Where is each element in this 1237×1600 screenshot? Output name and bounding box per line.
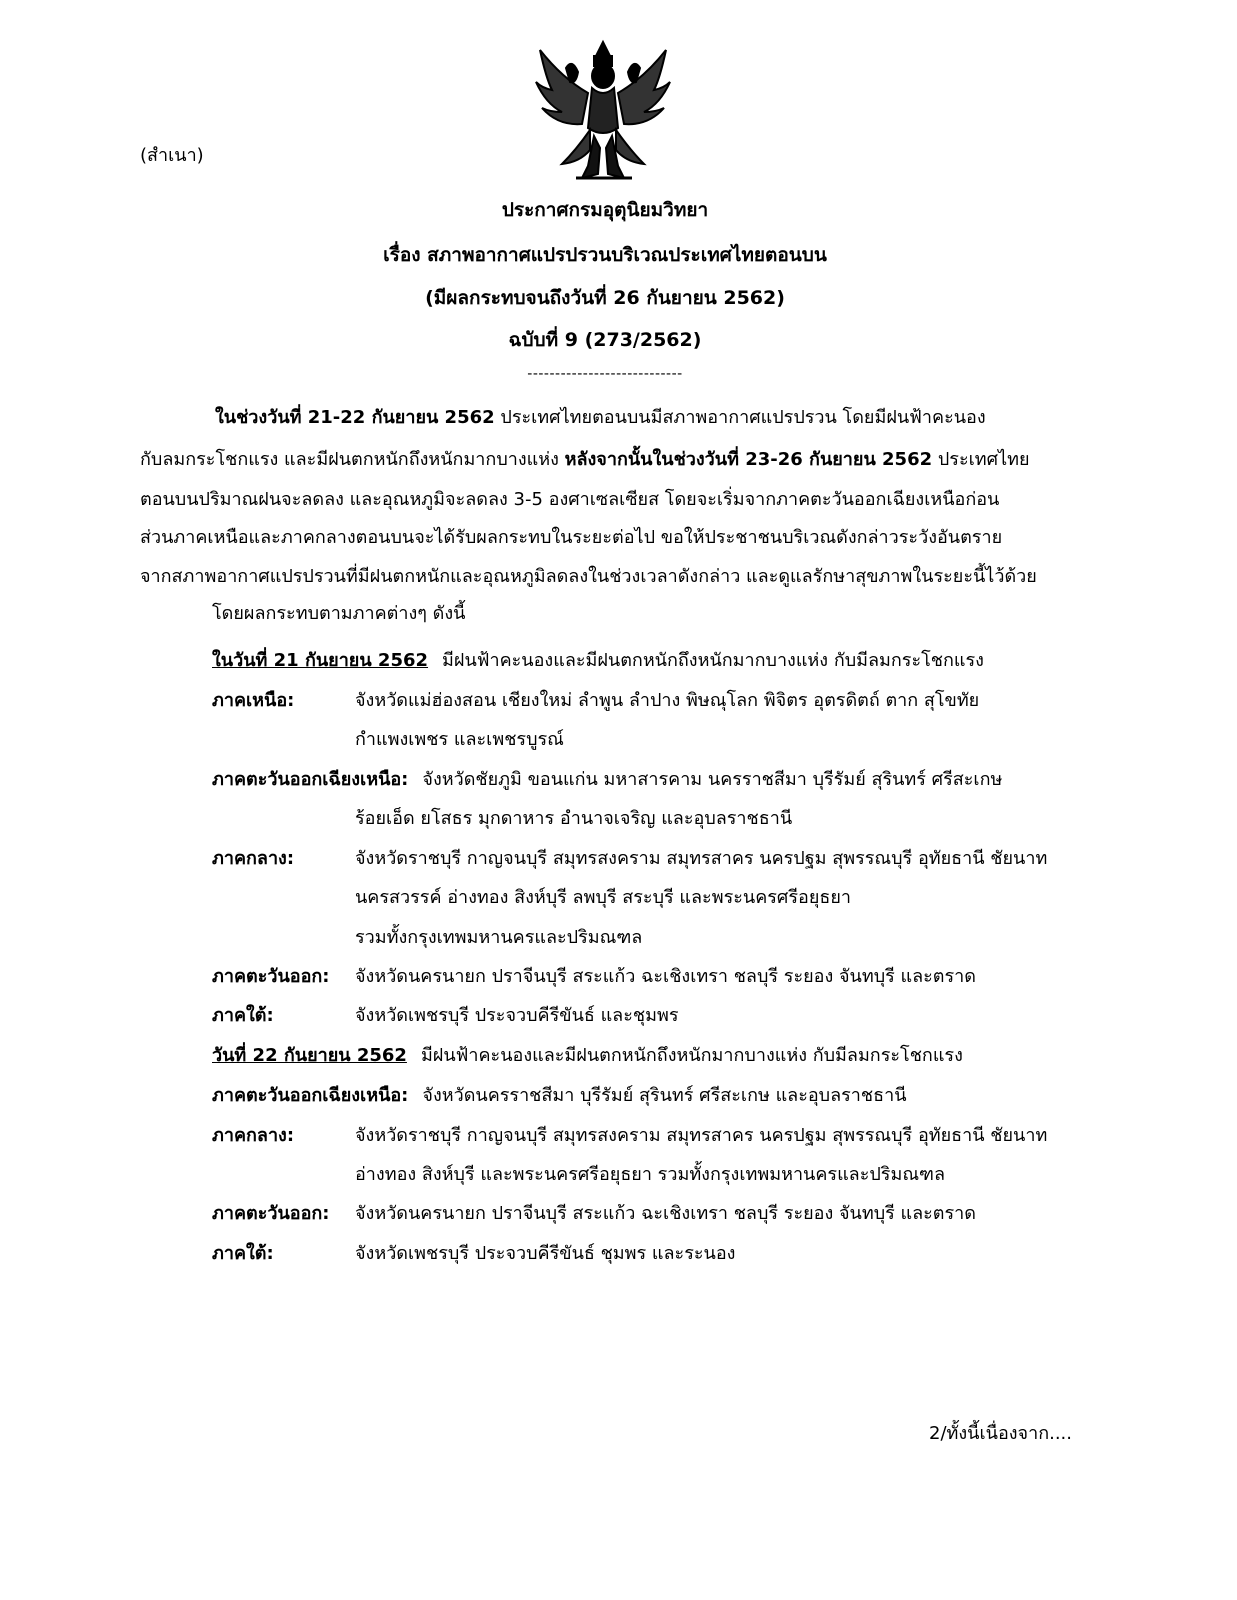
announcement-title: ประกาศกรมอุตุนิยมวิทยา <box>501 199 709 221</box>
region-label: ภาคกลาง: <box>212 848 295 869</box>
region-provinces: จังหวัดชัยภูมิ ขอนแก่น มหาสารคาม นครราชสีมา บุรีรัมย์ สุรินทร์ ศรีสะเกษ <box>422 769 1003 790</box>
body-text: ประเทศไทยตอนบนมีสภาพอากาศแปรปรวน โดยมีฝนฟ้าคะนอง <box>494 407 986 428</box>
day2-summary: มีฝนฟ้าคะนองและมีฝนตกหนักถึงหนักมากบางแห่ง กับมีลมกระโชกแรง <box>420 1045 963 1066</box>
day1-south <box>212 1000 679 1029</box>
region-label: ภาคกลาง: <box>212 1125 295 1146</box>
body-text: กับลมกระโชกแรง และมีฝนตกหนักถึงหนักมากบางแห่ง <box>140 449 565 470</box>
day2-east <box>212 1198 976 1227</box>
region-provinces: จังหวัดนครนายก ปราจีนบุรี สระแก้ว ฉะเชิงเทรา ชลบุรี ระยอง จันทบุรี และตราด <box>355 1203 976 1224</box>
region-label: ภาคตะวันออกเฉียงเหนือ: <box>212 1085 409 1106</box>
region-provinces-continued: กำแพงเพชร และเพชรบูรณ์ <box>355 729 564 750</box>
body-paragraph-line: จากสภาพอากาศแปรปรวนที่มีฝนตกหนักและอุณหภูมิลดลงในช่วงเวลาดังกล่าว และดูแลรักษาสุขภาพในระยะนี้ไว้ด้วย <box>140 566 1037 587</box>
day2-central <box>212 1120 1047 1149</box>
region-label: ภาคใต้: <box>212 1243 274 1264</box>
region-provinces: จังหวัดเพชรบุรี ประจวบคีรีขันธ์ และชุมพร <box>355 1005 679 1026</box>
region-provinces: จังหวัดราชบุรี กาญจนบุรี สมุทรสงคราม สมุทรสาคร นครปฐม สุพรรณบุรี อุทัยธานี ชัยนาท <box>355 848 1048 869</box>
body-paragraph-line <box>140 440 1075 480</box>
period-1-highlight: ในช่วงวันที่ 21-22 กันยายน 2562 <box>215 407 495 428</box>
region-label: ภาคตะวันออก: <box>212 1203 330 1224</box>
day1-date: ในวันที่ 21 กันยายน 2562 <box>212 650 429 671</box>
day1-east <box>212 961 976 990</box>
announcement-number: ฉบับที่ 9 (273/2562) <box>508 329 702 351</box>
body-text: ประเทศไทย <box>932 449 1030 470</box>
region-label: ภาคใต้: <box>212 1005 274 1026</box>
region-provinces: จังหวัดนครราชสีมา บุรีรัมย์ สุรินทร์ ศรีสะเกษ และอุบลราชธานี <box>422 1085 907 1106</box>
region-label: ภาคเหนือ: <box>212 690 295 711</box>
body-paragraph-line <box>140 398 1075 438</box>
day1-north <box>212 685 979 714</box>
announcement-subject: เรื่อง สภาพอากาศแปรปรวนบริเวณประเทศไทยตอนบน <box>383 244 827 266</box>
title-divider: ---------------------------- <box>527 366 683 382</box>
region-provinces-continued: ร้อยเอ็ด ยโสธร มุกดาหาร อำนาจเจริญ และอุบลราชธานี <box>355 808 793 829</box>
period-2-highlight: หลังจากนั้นในช่วงวันที่ 23-26 กันยายน 2562 <box>564 449 933 470</box>
region-label: ภาคตะวันออกเฉียงเหนือ: <box>212 769 409 790</box>
garuda-emblem-icon <box>532 38 674 186</box>
day1-heading <box>212 645 984 674</box>
region-provinces: จังหวัดเพชรบุรี ประจวบคีรีขันธ์ ชุมพร และระนอง <box>355 1243 736 1264</box>
body-paragraph-line: ตอนบนปริมาณฝนจะลดลง และอุณหภูมิจะลดลง 3-5 องศาเซลเซียส โดยจะเริ่มจากภาคตะวันออกเฉียงเหนือก่อน <box>140 489 1000 510</box>
region-provinces-continued: นครสวรรค์ อ่างทอง สิงห์บุรี ลพบุรี สระบุรี และพระนครศรีอยุธยา <box>355 887 852 908</box>
day2-heading <box>212 1040 963 1069</box>
day2-south <box>212 1238 735 1267</box>
region-provinces: จังหวัดแม่ฮ่องสอน เชียงใหม่ ลำพูน ลำปาง พิษณุโลก พิจิตร อุตรดิตถ์ ตาก สุโขทัย <box>355 690 980 711</box>
day2-date: วันที่ 22 กันยายน 2562 <box>212 1045 407 1066</box>
copy-mark: (สำเนา) <box>140 145 204 166</box>
day1-northeast <box>212 764 1002 793</box>
day1-central <box>212 843 1047 872</box>
region-provinces-continued: อ่างทอง สิงห์บุรี และพระนครศรีอยุธยา รวมทั้งกรุงเทพมหานครและปริมณฑล <box>355 1164 945 1185</box>
page-continuation: 2/ทั้งนี้เนื่องจาก.... <box>929 1423 1072 1444</box>
region-provinces: จังหวัดนครนายก ปราจีนบุรี สระแก้ว ฉะเชิงเทรา ชลบุรี ระยอง จันทบุรี และตราด <box>355 966 976 987</box>
day1-summary: มีฝนฟ้าคะนองและมีฝนตกหนักถึงหนักมากบางแห่ง กับมีลมกระโชกแรง <box>442 650 984 671</box>
region-provinces: จังหวัดราชบุรี กาญจนบุรี สมุทรสงคราม สมุทรสาคร นครปฐม สุพรรณบุรี อุทัยธานี ชัยนาท <box>355 1125 1048 1146</box>
body-paragraph-line: ส่วนภาคเหนือและภาคกลางตอนบนจะได้รับผลกระทบในระยะต่อไป ขอให้ประชาชนบริเวณดังกล่าวระวังอันตราย <box>140 527 1003 548</box>
announcement-effective-date: (มีผลกระทบจนถึงวันที่ 26 กันยายน 2562) <box>425 287 785 309</box>
regions-intro: โดยผลกระทบตามภาคต่างๆ ดังนี้ <box>212 603 466 624</box>
region-label: ภาคตะวันออก: <box>212 966 330 987</box>
region-provinces-continued: รวมทั้งกรุงเทพมหานครและปริมณฑล <box>355 927 643 948</box>
day2-northeast <box>212 1080 907 1109</box>
